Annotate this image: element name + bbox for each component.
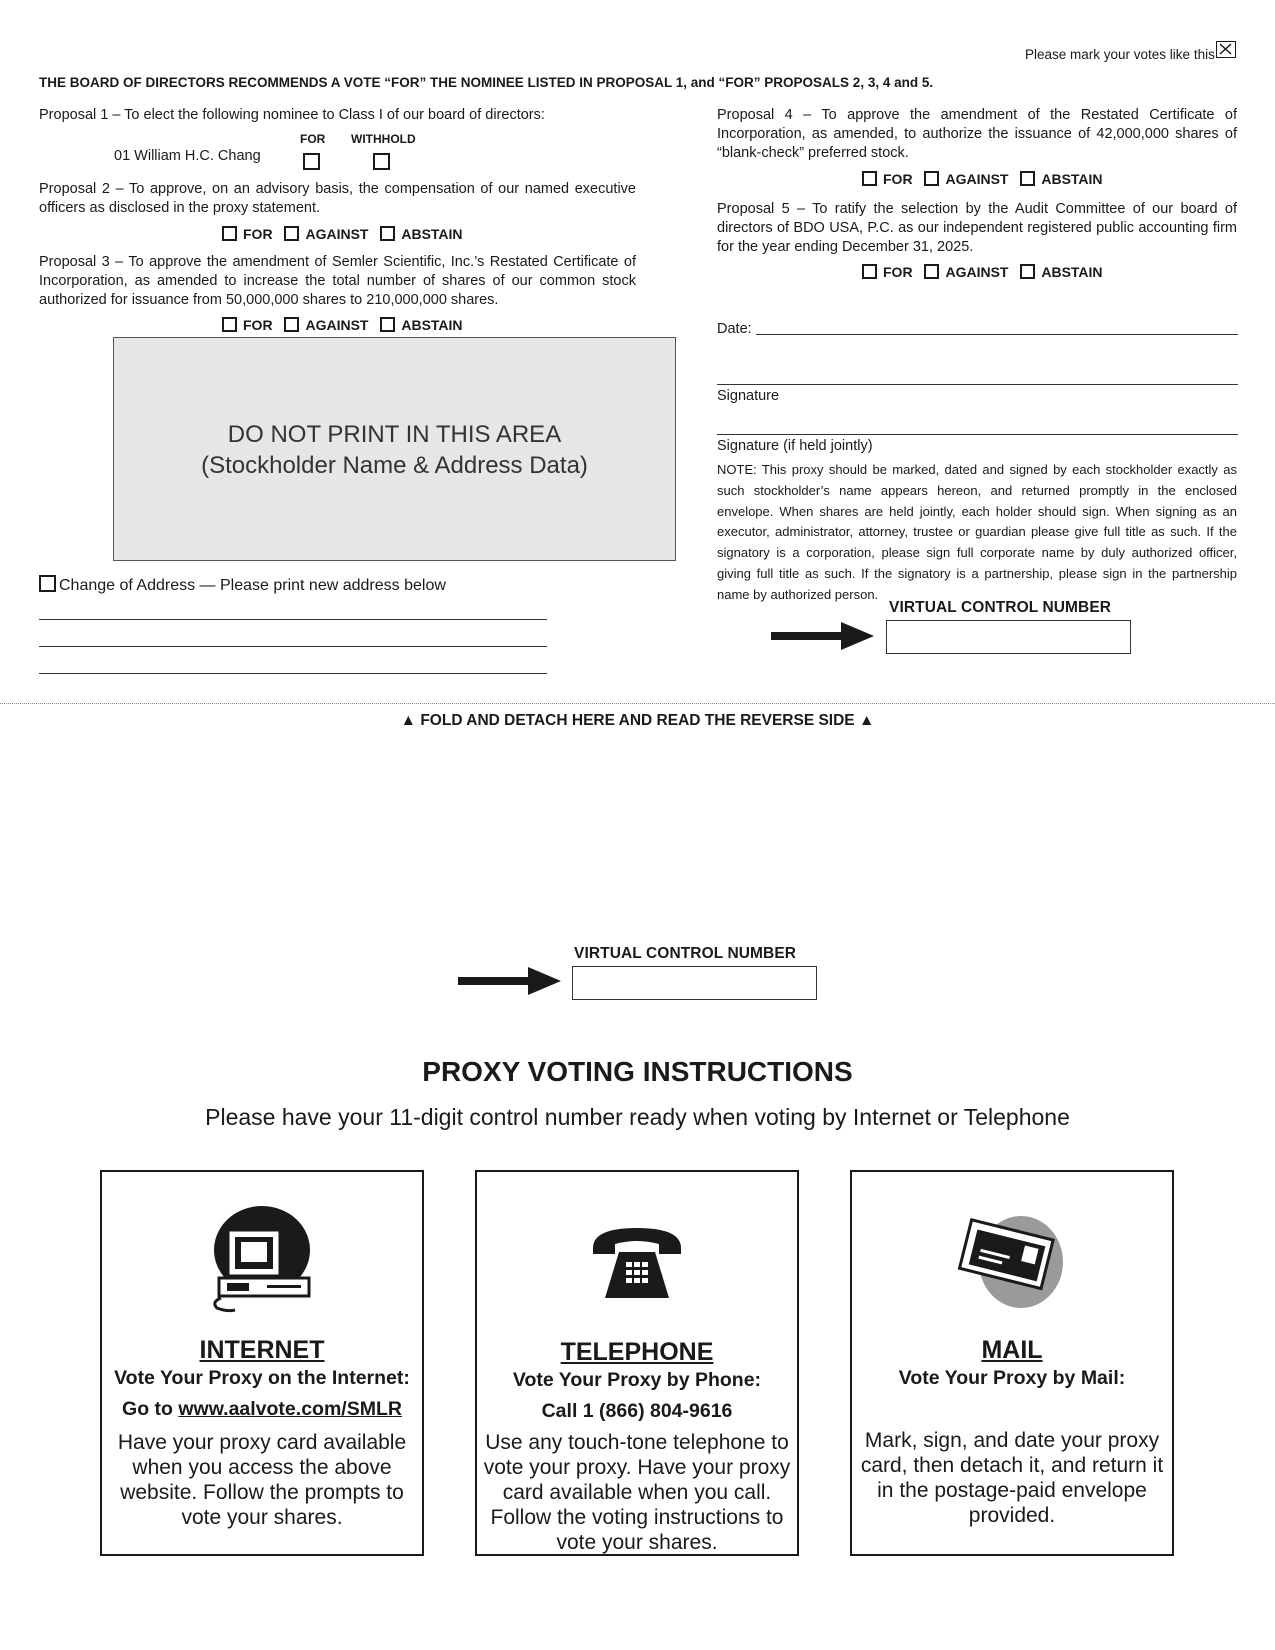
proposal-4-abstain-checkbox[interactable] xyxy=(1020,171,1035,186)
virtual-control-number-box-top xyxy=(886,620,1131,654)
proposal-5-against-checkbox[interactable] xyxy=(924,264,939,279)
address-line-2[interactable] xyxy=(39,646,547,647)
against-label: AGAINST xyxy=(305,317,369,333)
virtual-control-number-box-bottom xyxy=(572,966,817,1000)
computer-icon xyxy=(102,1206,422,1319)
telephone-number: Call 1 (866) 804-9616 xyxy=(541,1400,733,1422)
against-label: AGAINST xyxy=(945,171,1009,187)
fold-text: FOLD AND DETACH HERE AND READ THE REVERSE SIDE xyxy=(420,712,855,729)
joint-signature-line[interactable] xyxy=(717,434,1238,435)
mark-votes-text: Please mark your votes like this xyxy=(1025,47,1215,62)
internet-url-link[interactable]: www.aalvote.com/SMLR xyxy=(178,1398,402,1420)
for-label: FOR xyxy=(243,226,273,242)
mail-subtitle: Vote Your Proxy by Mail: xyxy=(898,1367,1126,1389)
signature-line[interactable] xyxy=(717,384,1238,385)
mail-description: Mark, sign, and date your proxy card, then detach it, and return it in the postage-paid envelope provided. xyxy=(860,1429,1164,1527)
proposal-5-vote-row xyxy=(862,264,1111,280)
internet-description: Have your proxy card available when you access the above website. Follow the prompts to vote your shares. xyxy=(117,1431,407,1529)
proposal-1-withhold-label: WITHHOLD xyxy=(351,132,416,146)
proposal-3-for-checkbox[interactable] xyxy=(222,317,237,332)
fold-line xyxy=(0,703,1275,704)
arrow-right-icon xyxy=(458,967,561,995)
virtual-control-number-label-bottom: VIRTUAL CONTROL NUMBER xyxy=(574,945,797,962)
internet-subtitle: Vote Your Proxy on the Internet: xyxy=(114,1367,410,1389)
arrow-right-icon xyxy=(771,622,874,650)
proposal-4-text: Proposal 4 – To approve the amendment of the Restated Certificate of Incorporation, as amended, to authorize the issuance of 42,000,000 shares of “blank-check” preferred stock. xyxy=(717,107,1237,161)
signature-label: Signature xyxy=(717,388,780,404)
signing-note: NOTE: This proxy should be marked, dated and signed by each stockholder exactly as such stockholder’s name appears hereon, and returned promptly in the enclosed envelope. When shares are held jointly, each holder should sign. When signing as an executor, administrator, attorney, trustee or guardian please give full title as such. If the signatory is a corporation, please sign full corporate name by duly authorized officer, giving full title as such. If the signatory is a partnership, please sign in the partnership name by authorized person. xyxy=(717,462,1237,602)
proposal-2-vote-row xyxy=(222,226,471,242)
against-label: AGAINST xyxy=(305,226,369,242)
proposal-1-withhold-checkbox[interactable] xyxy=(373,153,390,170)
mail-panel xyxy=(850,1170,1174,1556)
abstain-label: ABSTAIN xyxy=(1041,264,1103,280)
internet-go-to xyxy=(102,1398,422,1421)
internet-go-prefix: Go to xyxy=(122,1398,179,1420)
abstain-label: ABSTAIN xyxy=(401,226,463,242)
date-line[interactable] xyxy=(756,334,1238,335)
proposal-4-for-checkbox[interactable] xyxy=(862,171,877,186)
abstain-label: ABSTAIN xyxy=(401,317,463,333)
proposal-5-for-checkbox[interactable] xyxy=(862,264,877,279)
proposal-2-text: Proposal 2 – To approve, on an advisory basis, the compensation of our named executive officers as disclosed in the proxy statement. xyxy=(39,181,636,216)
proposal-3-text: Proposal 3 – To approve the amendment of Semler Scientific, Inc.’s Restated Certificate of Incorporation, as amended to increase the total number of shares of our common stock authorized for issuance from 50,000,000 shares to 210,000,000 shares. xyxy=(39,254,636,308)
triangle-up-icon: ▲ xyxy=(400,712,417,729)
proposal-1-for-label: FOR xyxy=(300,132,326,146)
do-not-print-area xyxy=(113,337,676,561)
address-line-1[interactable] xyxy=(39,619,547,620)
proposal-4-against-checkbox[interactable] xyxy=(924,171,939,186)
proposal-5-abstain-checkbox[interactable] xyxy=(1020,264,1035,279)
against-label: AGAINST xyxy=(945,264,1009,280)
board-recommendation: THE BOARD OF DIRECTORS RECOMMENDS A VOTE “FOR” THE NOMINEE LISTED IN PROPOSAL 1, and “FOR” PROPOSALS 2, 3, 4 and 5. xyxy=(39,75,934,90)
proposal-3-against-checkbox[interactable] xyxy=(284,317,299,332)
triangle-up-icon: ▲ xyxy=(858,712,875,729)
do-not-print-line-1: DO NOT PRINT IN THIS AREA xyxy=(227,421,562,448)
telephone-subtitle: Vote Your Proxy by Phone: xyxy=(512,1369,762,1391)
telephone-title: TELEPHONE xyxy=(560,1338,714,1366)
proposal-2-against-checkbox[interactable] xyxy=(284,226,299,241)
do-not-print-line-2: (Stockholder Name & Address Data) xyxy=(201,452,588,479)
proposal-2-for-checkbox[interactable] xyxy=(222,226,237,241)
change-of-address-checkbox[interactable] xyxy=(39,575,56,592)
proposal-4-vote-row xyxy=(862,171,1111,187)
nominee-name: 01 William H.C. Chang xyxy=(114,148,261,164)
virtual-control-number-label-top: VIRTUAL CONTROL NUMBER xyxy=(889,599,1112,616)
for-label: FOR xyxy=(243,317,273,333)
for-label: FOR xyxy=(883,264,913,280)
mail-icon xyxy=(852,1210,1172,1315)
telephone-description: Use any touch-tone telephone to vote your proxy. Have your proxy card available when you call. Follow the voting instructions to vote your shares. xyxy=(483,1431,791,1554)
instructions-title: PROXY VOTING INSTRUCTIONS xyxy=(422,1056,853,1087)
instructions-subtitle: Please have your 11-digit control number ready when voting by Internet or Telephone xyxy=(205,1104,1070,1130)
change-of-address xyxy=(39,575,446,595)
fold-instruction xyxy=(0,712,1275,730)
address-line-3[interactable] xyxy=(39,673,547,674)
internet-title: INTERNET xyxy=(199,1336,325,1364)
sample-mark-icon xyxy=(1216,41,1236,58)
proposal-1-for-checkbox[interactable] xyxy=(303,153,320,170)
abstain-label: ABSTAIN xyxy=(1041,171,1103,187)
telephone-panel xyxy=(475,1170,799,1556)
internet-panel xyxy=(100,1170,424,1556)
proposal-3-vote-row xyxy=(222,317,471,333)
telephone-icon xyxy=(477,1222,797,1307)
mail-title: MAIL xyxy=(981,1336,1043,1364)
proposal-1-text: Proposal 1 – To elect the following nominee to Class I of our board of directors: xyxy=(39,107,545,123)
mark-votes-instruction xyxy=(1025,45,1215,64)
proposal-5-text: Proposal 5 – To ratify the selection by the Audit Committee of our board of directors of BDO USA, P.C. as our independent registered public accounting firm for the year ending December 31, 2025. xyxy=(717,201,1237,255)
for-label: FOR xyxy=(883,171,913,187)
date-label: Date: xyxy=(717,321,752,337)
proposal-3-abstain-checkbox[interactable] xyxy=(380,317,395,332)
change-of-address-label: Change of Address — Please print new address below xyxy=(59,577,446,594)
proposal-2-abstain-checkbox[interactable] xyxy=(380,226,395,241)
joint-signature-label: Signature (if held jointly) xyxy=(717,438,873,454)
